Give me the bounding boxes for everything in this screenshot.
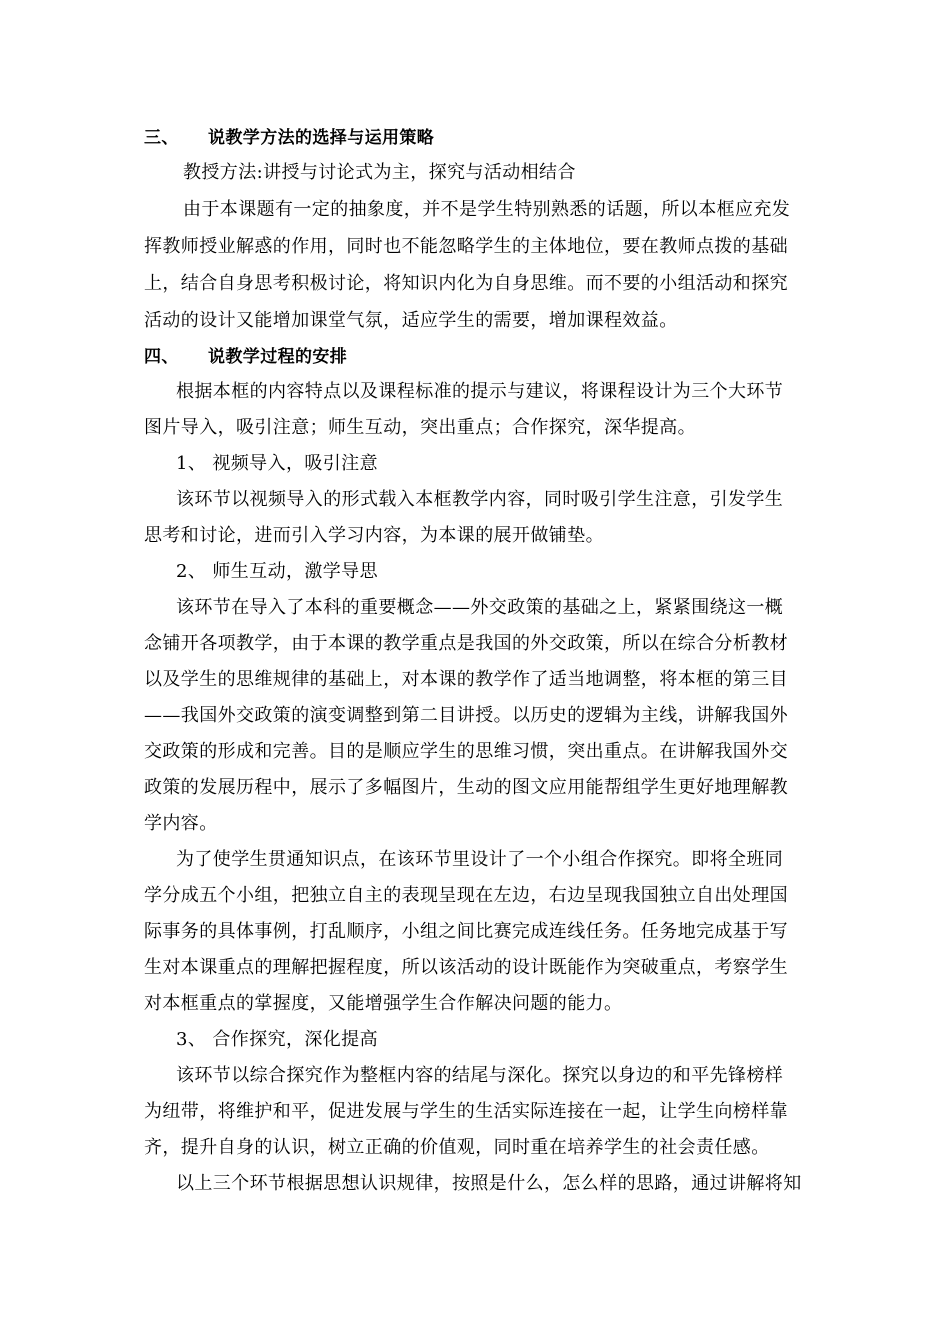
paragraph-line: 念铺开各项教学，由于本课的教学重点是我国的外交政策，所以在综合分析教材: [144, 633, 788, 654]
paragraph-line: 上，结合自身思考积极讨论，将知识内化为自身思维。而不要的小组活动和探究: [144, 273, 788, 294]
paragraph-line: 齐，提升自身的认识，树立正确的价值观，同时重在培养学生的社会责任感。: [144, 1137, 770, 1158]
paragraph-line: 活动的设计又能增加课堂气氛，适应学生的需要，增加课程效益。: [144, 310, 678, 331]
paragraph-line: 挥教师授业解惑的作用，同时也不能忽略学生的主体地位，要在教师点拨的基础: [144, 236, 788, 257]
paragraph-line: 对本框重点的掌握度，又能增强学生合作解决问题的能力。: [144, 993, 623, 1014]
step-heading-2: 2、 师生互动，激学导思: [176, 561, 378, 582]
paragraph-line: ——我国外交政策的演变调整到第二目讲授。以历史的逻辑为主线，讲解我国外: [144, 705, 788, 726]
section-number: 四、: [144, 347, 179, 367]
section-heading-4: [144, 345, 347, 369]
paragraph-line: 图片导入，吸引注意；师生互动，突出重点；合作探究，深华提高。: [144, 417, 696, 438]
paragraph-line: 交政策的形成和完善。目的是顺应学生的思维习惯，突出重点。在讲解我国外交: [144, 741, 788, 762]
paragraph-line: 思考和讨论，进而引入学习内容，为本课的展开做铺垫。: [144, 525, 604, 546]
paragraph-line: 生对本课重点的理解把握程度，所以该活动的设计既能作为突破重点，考察学生: [144, 957, 788, 978]
paragraph-line: 为了使学生贯通知识点，在该环节里设计了一个小组合作探究。即将全班同: [176, 849, 784, 870]
paragraph-line: 该环节以视频导入的形式载入本框教学内容，同时吸引学生注意，引发学生: [176, 489, 784, 510]
paragraph-line: 学内容。: [144, 813, 218, 834]
paragraph-line: 该环节以综合探究作为整框内容的结尾与深化。探究以身边的和平先锋榜样: [176, 1065, 784, 1086]
section-heading-3: [144, 126, 434, 150]
paragraph-line: 以及学生的思维规律的基础上，对本课的教学作了适当地调整，将本框的第三目: [144, 669, 788, 690]
section-number: 三、: [144, 128, 179, 148]
step-heading-3: 3、 合作探究，深化提高: [176, 1029, 378, 1050]
paragraph-line: 该环节在导入了本科的重要概念——外交政策的基础之上，紧紧围绕这一概: [176, 597, 784, 618]
teaching-method-line: 教授方法:讲授与讨论式为主，探究与活动相结合: [183, 162, 576, 183]
paragraph-line: 际事务的具体事例，打乱顺序，小组之间比赛完成连线任务。任务地完成基于写: [144, 921, 788, 942]
paragraph-line: 学分成五个小组，把独立自主的表现呈现在左边，右边呈现我国独立自出处理国: [144, 885, 788, 906]
paragraph-line: 以上三个环节根据思想认识规律，按照是什么，怎么样的思路，通过讲解将知: [176, 1173, 802, 1194]
paragraph-line: 政策的发展历程中，展示了多幅图片，生动的图文应用能帮组学生更好地理解教: [144, 777, 788, 798]
section-title: 说教学过程的安排: [208, 347, 348, 367]
section-title: 说教学方法的选择与运用策略: [208, 128, 435, 148]
step-heading-1: 1、 视频导入，吸引注意: [176, 453, 378, 474]
paragraph-line: 由于本课题有一定的抽象度，并不是学生特别熟悉的话题，所以本框应充发: [183, 199, 791, 220]
paragraph-line: 为纽带，将维护和平，促进发展与学生的生活实际连接在一起，让学生向榜样靠: [144, 1101, 788, 1122]
paragraph-line: 根据本框的内容特点以及课程标准的提示与建议，将课程设计为三个大环节: [176, 381, 784, 402]
